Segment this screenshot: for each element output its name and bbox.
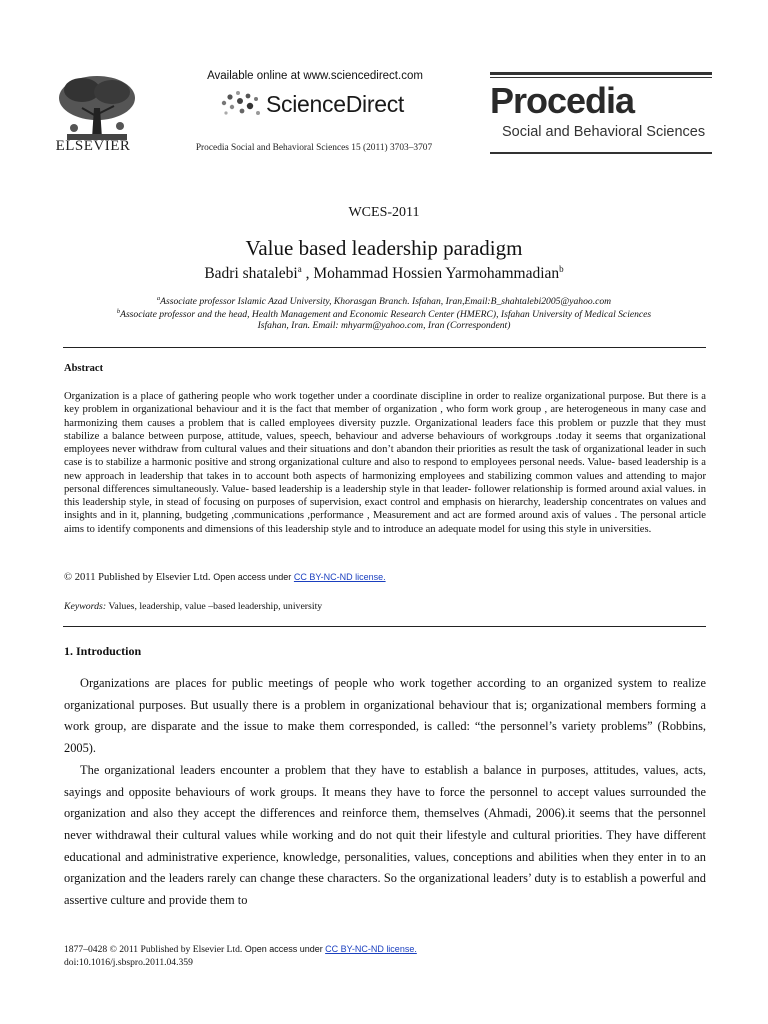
procedia-top-rule-thin bbox=[490, 77, 712, 78]
affiliation-b-sup: b bbox=[116, 308, 121, 315]
footer-doi[interactable]: doi:10.1016/j.sbspro.2011.04.359 bbox=[64, 957, 193, 968]
journal-citation: Procedia Social and Behavioral Sciences 15 (2011) 3703–3707 bbox=[195, 143, 433, 153]
author-1-sup: a bbox=[297, 264, 302, 274]
footer-license-link[interactable]: CC BY-NC-ND license. bbox=[325, 944, 417, 954]
elsevier-wordmark: ELSEVIER bbox=[55, 138, 131, 154]
procedia-subtitle: Social and Behavioral Sciences bbox=[502, 124, 706, 140]
divider-top bbox=[63, 347, 706, 348]
affiliation-a-text: Associate professor Islamic Azad University, Khorasgan Branch. Isfahan, Iran,Email:B_shahtalebi2005@yahoo.com bbox=[160, 296, 612, 308]
journal-header bbox=[0, 0, 768, 170]
abstract-heading: Abstract bbox=[64, 363, 104, 374]
sciencedirect-dots-icon bbox=[218, 89, 264, 119]
footer bbox=[64, 943, 417, 969]
sciencedirect-logo[interactable] bbox=[218, 86, 404, 122]
affiliation-a-sup: a bbox=[156, 295, 161, 302]
abstract-copyright-text: © 2011 Published by Elsevier Ltd. bbox=[64, 572, 211, 583]
procedia-title: Procedia bbox=[490, 80, 635, 121]
affiliation-b-line2: Isfahan, Iran. Email: mhyarm@yahoo.com, Iran (Correspondent) bbox=[257, 320, 511, 331]
abstract-open-access: Open access under bbox=[213, 572, 292, 582]
section-heading-introduction: 1. Introduction bbox=[64, 644, 142, 658]
abstract-copyright bbox=[64, 572, 386, 583]
introduction-body bbox=[64, 673, 706, 912]
author-1: Badri shatalebi bbox=[204, 265, 298, 283]
paper-title: Value based leadership paradigm bbox=[245, 236, 523, 260]
affiliation-b bbox=[60, 308, 708, 320]
introduction-paragraph-2: The organizational leaders encounter a problem that they have to establish a balance in purposes, attitudes, values, acts, sayings and opposite behaviours of work groups. It means they have to force the personnel to accept values surrounded the organization and also they accept the differences and reinforce them, themselves (Ahmadi, 2006).it seems that the personnel never withdrawal their cultural values while working and do not quit their lifestyle and cultural priorities. They have different educational and administrative experience, knowledge, personalities, values, conceptions and abilities when they enter in to an organization and the leaders rarely can change these characters. So the organizational leaders’ duty is to establish a powerful and assertive culture and provide them to bbox=[64, 762, 706, 908]
sciencedirect-wordmark: ScienceDirect bbox=[266, 90, 404, 117]
keywords-label: Keywords: bbox=[64, 601, 107, 612]
keywords-list: Values, leadership, value –based leadership, university bbox=[108, 601, 323, 612]
affiliation-b-text: Associate professor and the head, Health Management and Economic Research Center (HMERC), Isfahan University of Medical Sciences bbox=[120, 309, 652, 321]
conference-name: WCES-2011 bbox=[348, 205, 420, 220]
author-line bbox=[0, 264, 768, 283]
procedia-bottom-rule bbox=[490, 152, 712, 154]
affiliation-a bbox=[60, 295, 708, 307]
divider-bottom bbox=[63, 626, 706, 627]
abstract-license-link[interactable]: CC BY-NC-ND license. bbox=[293, 572, 386, 582]
author-2-sup: b bbox=[559, 264, 564, 274]
available-online-text[interactable]: Available online at www.sciencedirect.com bbox=[207, 70, 423, 82]
footer-copyright: 1877–0428 © 2011 Published by Elsevier Ltd. bbox=[64, 944, 243, 955]
author-separator: , bbox=[301, 265, 314, 283]
keywords bbox=[64, 601, 322, 612]
footer-issn-line bbox=[64, 943, 417, 956]
footer-open-access: Open access under bbox=[244, 944, 323, 954]
introduction-paragraph-1: Organizations are places for public meetings of people who work together according to an organized system to realize organizational purposes. But usually there is a problem in organizational behaviour that is; organizational members forming a work group, are disparate and the issue to make them corresponded, is called: “the personnel’s variety problems” (Robbins, 2005). bbox=[64, 676, 706, 756]
abstract-body: Organization is a place of gathering people who work together under a coordinate discipline in order to realize organizational purpose. But there is a key problem in organizational behaviour and it is the fact that member of organization , who form work group , are heterogeneous in many case and harmonizing them causes a problem that is called employees diversity puzzle. Organizational leaders face this problem or puzzle that they must stabilize a balance between purpose, attitude, values, speech, behaviour and adverse behaviours of workgroups .today it seems that organizational employees never withdraw from cultural values and their situations and don’t abandon their priorities as result the task of organizational leader in such case is to stabilize a harmonic positive and strong organizational culture and also to respond to employees personal needs. Value- based leadership is a new approach in leadership that takes in to account both aspects of harmonizing employees and stabilizing common values and attending to major personal differences simultaneously. Value- based leadership is a leadership style in that leader- follower relationship is formed around axial values. in this leadership style, in stead of focusing on purposes of supervision, exact control and emphasis on hierarchy, leadership concentrates on values and insights and in it, planning, budgeting ,communications ,performance , Measurement and act are formed around axis of values . The personal article aims to identify components and dimensions of this leadership style and to introduce an adequate model for using this style in universities. bbox=[64, 391, 706, 535]
procedia-top-rule bbox=[490, 72, 712, 75]
author-2: Mohammad Hossien Yarmohammadian bbox=[313, 265, 560, 283]
